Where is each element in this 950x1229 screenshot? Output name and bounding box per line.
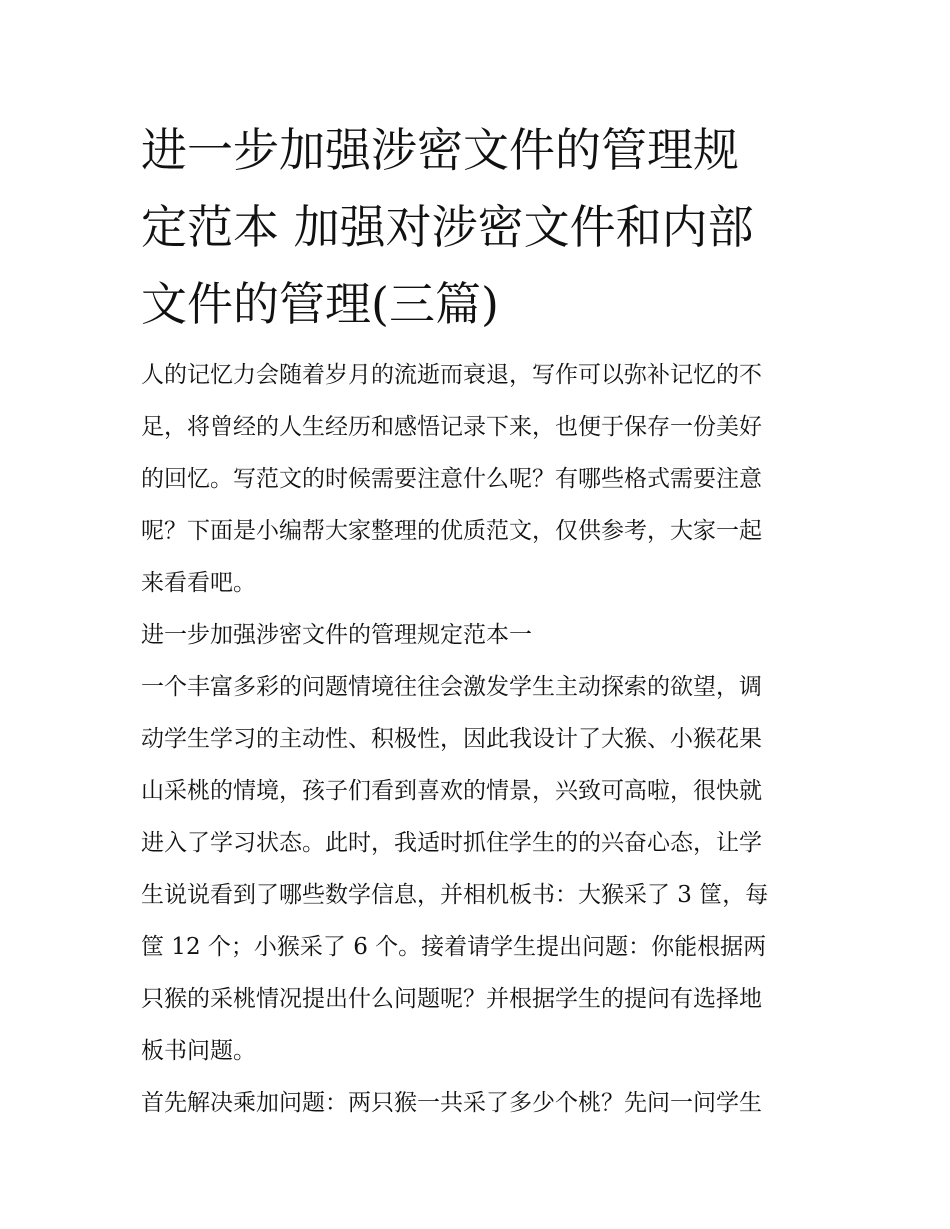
text-line: 人的记忆力会随着岁月的流逝而衰退，写作可以弥补记忆的不 [141, 362, 762, 388]
intro-paragraph [141, 349, 811, 609]
text-line: 只猴的采桃情况提出什么问题呢？并根据学生的提问有选择地 [141, 986, 762, 1012]
text-line: 板书问题。 [141, 1038, 256, 1064]
text-line: 山采桃的情境，孩子们看到喜欢的情景，兴致可高啦，很快就 [141, 778, 762, 804]
document-page [141, 112, 811, 1129]
document-title [141, 112, 811, 343]
text-line: 一个丰富多彩的问题情境往往会激发学生主动探索的欲望，调 [141, 674, 762, 700]
body-paragraph-2 [141, 1077, 811, 1129]
text-line: 首先解决乘加问题：两只猴一共采了多少个桃？先问一问学生 [141, 1090, 762, 1116]
text-line: 的回忆。写范文的时候需要注意什么呢？有哪些格式需要注意 [141, 466, 762, 492]
title-line: 定范本 加强对涉密文件和内部 [141, 200, 754, 254]
text-line: 筐 12 个；小猴采了 6 个。接着请学生提出问题：你能根据两 [141, 934, 767, 960]
section-heading [141, 609, 811, 661]
text-line: 生说说看到了哪些数学信息，并相机板书：大猴采了 3 筐，每 [141, 882, 769, 908]
text-line: 动学生学习的主动性、积极性，因此我设计了大猴、小猴花果 [141, 726, 762, 752]
title-line: 进一步加强涉密文件的管理规 [141, 123, 739, 177]
text-line: 足，将曾经的人生经历和感悟记录下来，也便于保存一份美好 [141, 414, 762, 440]
title-line: 文件的管理(三篇) [141, 277, 499, 331]
body-paragraph-1 [141, 661, 811, 1077]
document-body [141, 349, 811, 1129]
text-line: 来看看吧。 [141, 570, 256, 596]
text-line: 进入了学习状态。此时，我适时抓住学生的的兴奋心态，让学 [141, 830, 762, 856]
text-line: 呢？下面是小编帮大家整理的优质范文，仅供参考，大家一起 [141, 518, 762, 544]
section-heading-text: 进一步加强涉密文件的管理规定范本一 [141, 622, 532, 648]
